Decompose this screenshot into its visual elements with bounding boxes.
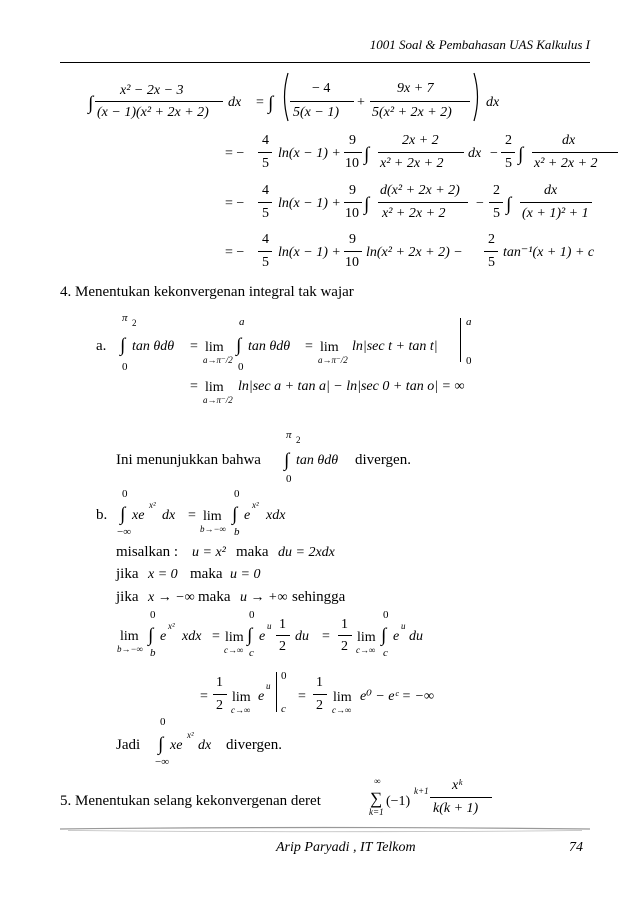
limit-sub: b→−∞: [200, 524, 226, 534]
integral-sign: ∫: [506, 194, 512, 215]
integral-sign: ∫: [148, 625, 154, 646]
limit-sub: a→π⁻/2: [203, 355, 233, 365]
exponent: u: [266, 681, 271, 691]
half-den: 2: [316, 698, 323, 713]
antiderivative: ln|sec t + tan t|: [352, 339, 438, 354]
fraction-bar: [484, 251, 498, 252]
integral-sign: ∫: [364, 194, 370, 215]
coef-den: 10: [345, 156, 359, 171]
e: e: [258, 689, 265, 704]
numerator: 9x + 7: [397, 81, 434, 96]
fraction-bar: [520, 202, 592, 203]
fraction-bar: [290, 101, 354, 102]
equals: =: [212, 629, 220, 644]
integral-sign: ∫: [120, 335, 126, 356]
jadi-label: Jadi: [116, 737, 141, 753]
header-rule: [60, 62, 590, 63]
e: e: [244, 508, 251, 523]
coef-num: 9: [349, 133, 356, 148]
sub-u: u = x²: [192, 545, 226, 560]
cond-xinf: x → −∞: [148, 590, 195, 605]
denominator: 5(x − 1): [293, 105, 339, 120]
limit-op: lim: [320, 340, 339, 355]
fraction-bar: [213, 694, 227, 695]
upper-limit: π: [122, 312, 128, 324]
footer-rule: [60, 825, 590, 833]
upper-limit: 0: [249, 609, 255, 621]
denominator: 5(x² + 2x + 2): [372, 105, 452, 120]
fraction-bar: [344, 202, 362, 203]
coef-den: 5: [262, 156, 269, 171]
upper-limit-den: 2: [296, 435, 301, 445]
section-5-heading: 5. Menentukan selang kekonvergenan deret: [60, 793, 321, 809]
lower-limit: c: [281, 703, 286, 715]
integral-sign: ∫: [120, 504, 126, 525]
limit-op: lim: [357, 630, 376, 645]
cond-uinf: u → +∞: [240, 590, 288, 605]
upper-limit: 0: [122, 488, 128, 500]
minus: −: [476, 196, 484, 211]
fraction-bar: [95, 101, 223, 102]
denominator: x² + 2x + 2: [534, 156, 598, 171]
upper-limit: 0: [383, 609, 389, 621]
log-term: ln(x − 1) +: [278, 196, 341, 211]
left-paren: [280, 72, 290, 122]
limit-sub: a→π⁻/2: [203, 395, 233, 405]
limit-expression: ln|sec a + tan a| − ln|sec 0 + tan o| = ∞: [238, 379, 465, 394]
coef-den: 5: [493, 206, 500, 221]
limit-op: lim: [203, 509, 222, 524]
exponent: x²: [187, 730, 194, 740]
denominator: x² + 2x + 2: [380, 156, 444, 171]
integral-sign: ∫: [268, 93, 274, 114]
integral-sign: ∫: [158, 734, 164, 755]
fraction-bar: [344, 251, 362, 252]
coef-num: 4: [262, 133, 269, 148]
fraction-bar: [313, 694, 327, 695]
log-term: ln(x − 1) +: [278, 146, 341, 161]
coef-num: 2: [505, 133, 512, 148]
limit-op: lim: [232, 690, 251, 705]
dx: dx: [198, 738, 212, 753]
coef-num: 9: [349, 183, 356, 198]
a-conclusion-divergent: divergen.: [355, 452, 411, 468]
integral-sign: ∫: [88, 93, 94, 114]
equals: =: [298, 689, 306, 704]
denominator: (x + 1)² + 1: [522, 206, 589, 221]
fraction-bar: [344, 152, 362, 153]
lower-limit: 0: [122, 361, 128, 373]
fraction-bar: [378, 202, 468, 203]
upper-limit: 0: [234, 488, 240, 500]
integrand: tan θdθ: [132, 339, 175, 354]
half-num: 1: [341, 617, 348, 632]
page-number: 74: [569, 840, 583, 855]
fraction-bar: [501, 152, 515, 153]
fraction-bar: [276, 635, 290, 636]
equals: =: [256, 95, 264, 110]
limit-sub: b→−∞: [117, 644, 143, 654]
jika-label: jika: [116, 589, 139, 605]
fraction-bar: [338, 635, 352, 636]
coef-den: 5: [262, 255, 269, 270]
item-a-label: a.: [96, 338, 107, 354]
equals: =: [190, 339, 198, 354]
limit-op: lim: [205, 340, 224, 355]
series-den: k(k + 1): [433, 801, 479, 816]
eval-bar: [460, 318, 461, 362]
coef-num: 2: [488, 232, 495, 247]
limit-sub: a→π⁻/2: [318, 355, 348, 365]
dx: dx: [162, 508, 176, 523]
numerator: dx: [544, 183, 558, 198]
series-num: xᵏ: [452, 778, 463, 793]
limit-op: lim: [205, 380, 224, 395]
integral-sign: ∫: [232, 504, 238, 525]
maka-label: maka: [190, 566, 223, 582]
half-num: 1: [216, 675, 223, 690]
lower-limit: 0: [238, 361, 244, 373]
section-4-heading: 4. Menentukan kekonvergenan integral tak wajar: [60, 284, 354, 300]
sum-upper: ∞: [374, 776, 381, 786]
upper-limit: π: [286, 429, 292, 441]
a-conclusion-text: Ini menunjukkan bahwa: [116, 452, 261, 468]
fraction-bar: [489, 202, 503, 203]
lower-limit: 0: [286, 473, 292, 485]
running-header: 1001 Soal & Pembahasan UAS Kalkulus I: [369, 37, 590, 52]
equals-minus: = −: [225, 245, 245, 260]
half-den: 2: [216, 698, 223, 713]
right-paren: [472, 72, 482, 122]
eval-bar: [276, 672, 277, 712]
sub-du: du = 2xdx: [278, 545, 335, 560]
fraction-bar: [258, 152, 272, 153]
limit-sub: c→∞: [356, 645, 376, 655]
lower-limit: 0: [466, 355, 472, 367]
upper-limit: 0: [281, 670, 287, 682]
denominator: (x − 1)(x² + 2x + 2): [97, 105, 209, 120]
limit-op: lim: [333, 690, 352, 705]
integral-sign: ∫: [381, 625, 387, 646]
integral-sign: ∫: [364, 144, 370, 165]
coef-den: 10: [345, 255, 359, 270]
dx: dx: [486, 95, 500, 110]
fraction-bar: [370, 101, 470, 102]
divergen-label: divergen.: [226, 737, 282, 753]
sigma: ∑: [370, 789, 383, 808]
upper-limit: a: [466, 316, 472, 328]
numerator: − 4: [312, 81, 331, 96]
limit-sub: c→∞: [332, 705, 352, 715]
footer-author: Arip Paryadi , IT Telkom: [276, 840, 416, 855]
plus: +: [357, 95, 365, 110]
limit-sub: c→∞: [224, 645, 244, 655]
limit-op: lim: [120, 629, 139, 644]
cond-u0: u = 0: [230, 567, 261, 582]
exponent: x²: [252, 500, 259, 510]
cond-x0: x = 0: [148, 567, 178, 582]
log-term: ln(x − 1) +: [278, 245, 341, 260]
fraction-bar: [378, 152, 464, 153]
limit-sub: c→∞: [231, 705, 251, 715]
denominator: x² + 2x + 2: [382, 206, 446, 221]
half-den: 2: [341, 639, 348, 654]
sehingga-label: sehingga: [292, 589, 346, 605]
coef-den: 5: [488, 255, 495, 270]
equals-minus: = −: [225, 196, 245, 211]
du: du: [295, 629, 309, 644]
lower-limit: b: [150, 647, 156, 659]
equals-minus: = −: [225, 146, 245, 161]
coef-num: 2: [493, 183, 500, 198]
misalkan-label: misalkan :: [116, 544, 179, 560]
upper-limit: 0: [160, 716, 166, 728]
equals: =: [200, 689, 208, 704]
result: e⁰ − eᶜ = −∞: [360, 689, 435, 704]
jika-label: jika: [116, 566, 139, 582]
coef-den: 5: [505, 156, 512, 171]
lower-limit: −∞: [155, 756, 170, 768]
lower-limit: b: [234, 526, 240, 538]
exponent: u: [267, 621, 272, 631]
alternating-factor: (−1): [386, 794, 411, 809]
dx: dx: [468, 146, 482, 161]
lower-limit: c: [249, 647, 254, 659]
alternating-exp: k+1: [414, 786, 429, 796]
upper-limit-den: 2: [132, 318, 137, 328]
fraction-bar: [258, 202, 272, 203]
maka-label: maka: [236, 544, 269, 560]
coef-num: 4: [262, 232, 269, 247]
e: e: [259, 629, 266, 644]
integrand: tan θdθ: [248, 339, 291, 354]
integral-sign: ∫: [247, 625, 253, 646]
fraction-bar: [532, 152, 618, 153]
xdx: xdx: [266, 508, 286, 523]
upper-limit: a: [239, 316, 245, 328]
equals: =: [322, 629, 330, 644]
equals: =: [190, 379, 198, 394]
integrand-xe: xe: [170, 738, 183, 753]
equals: =: [188, 508, 196, 523]
e: e: [160, 629, 167, 644]
numerator: 2x + 2: [402, 133, 439, 148]
integral-sign: ∫: [518, 144, 524, 165]
du: du: [409, 629, 423, 644]
numerator: d(x² + 2x + 2): [380, 183, 460, 198]
item-b-label: b.: [96, 507, 108, 523]
integrand-xe: xe: [132, 508, 145, 523]
half-num: 1: [279, 617, 286, 632]
upper-limit: 0: [150, 609, 156, 621]
coef-num: 9: [349, 232, 356, 247]
exponent: x²: [149, 500, 156, 510]
arctan-term: tan⁻¹(x + 1) + c: [503, 245, 595, 260]
numerator: dx: [562, 133, 576, 148]
e: e: [393, 629, 400, 644]
xdx: xdx: [182, 629, 202, 644]
integral-sign: ∫: [236, 335, 242, 356]
coef-num: 4: [262, 183, 269, 198]
half-den: 2: [279, 639, 286, 654]
fraction-bar: [258, 251, 272, 252]
sum-lower: k=1: [369, 807, 384, 817]
fraction-bar: [430, 797, 492, 798]
exponent: x²: [168, 621, 175, 631]
equals: =: [305, 339, 313, 354]
lower-limit: −∞: [117, 526, 132, 538]
integrand: tan θdθ: [296, 453, 339, 468]
maka-label: maka: [198, 589, 231, 605]
integral-sign: ∫: [284, 450, 290, 471]
numerator: x² − 2x − 3: [120, 83, 184, 98]
log-term: ln(x² + 2x + 2) −: [366, 245, 463, 260]
half-num: 1: [316, 675, 323, 690]
minus: −: [490, 146, 498, 161]
limit-op: lim: [225, 630, 244, 645]
coef-den: 5: [262, 206, 269, 221]
lower-limit: c: [383, 647, 388, 659]
coef-den: 10: [345, 206, 359, 221]
dx: dx: [228, 95, 242, 110]
exponent: u: [401, 621, 406, 631]
